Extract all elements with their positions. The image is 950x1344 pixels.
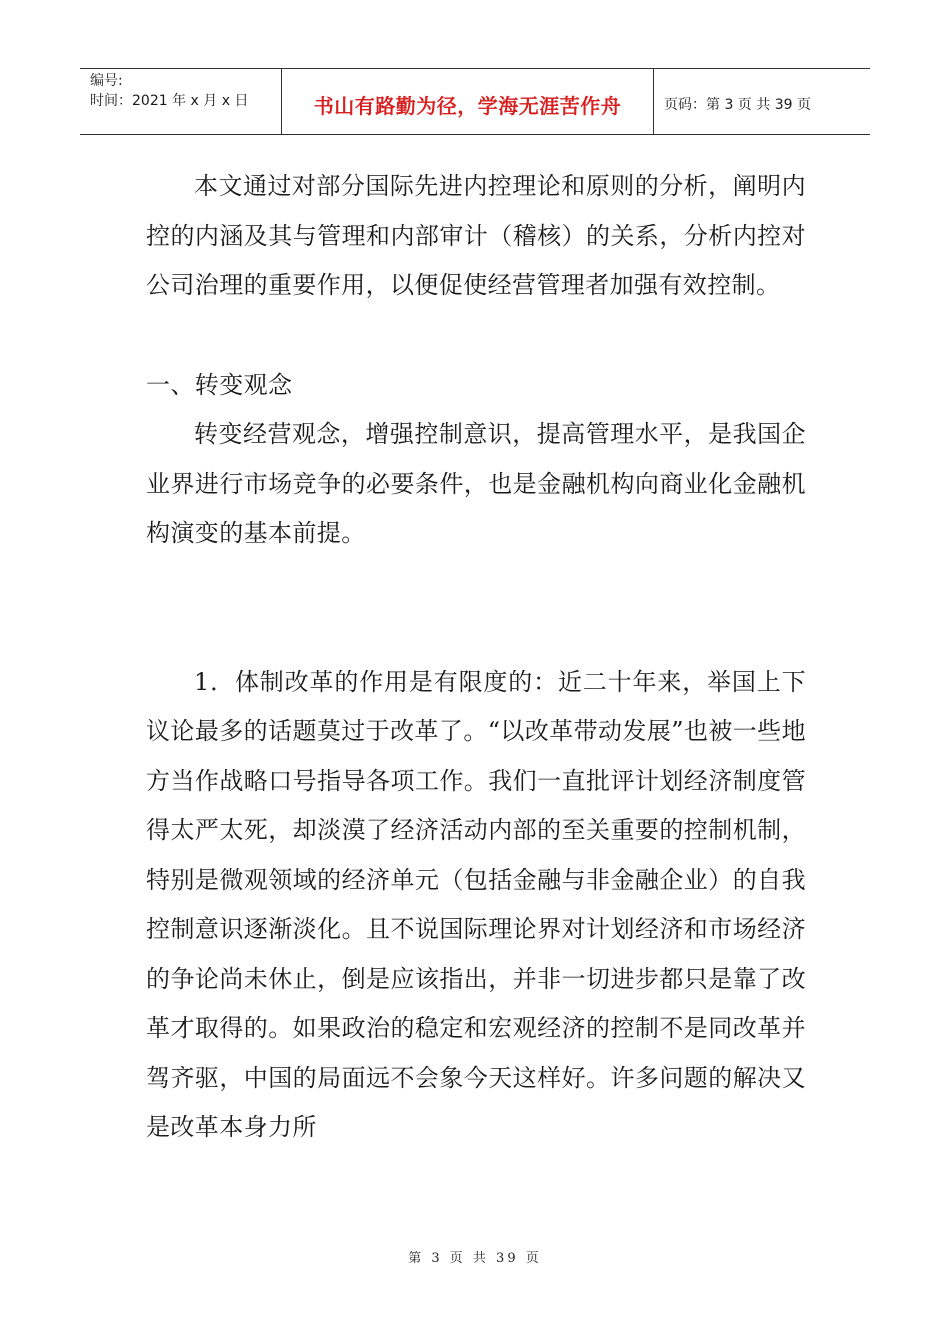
- spacer: [146, 311, 806, 361]
- header-motto: 书山有路勤为径，学海无涯苦作舟: [282, 69, 654, 134]
- page-footer: 第 3 页 共 39 页: [408, 1251, 542, 1266]
- intro-paragraph: 本文通过对部分国际先进内控理论和原则的分析，阐明内控的内涵及其与管理和内部审计（稽核）的关系，分析内控对公司治理的重要作用，以便促使经营管理者加强有效控制。: [146, 172, 806, 299]
- document-header: [80, 68, 870, 135]
- document-number-label: 编号:: [90, 73, 123, 89]
- point-1-paragraph: 1．体制改革的作用是有限度的：近二十年来，举国上下议论最多的话题莫过于改革了。“以改革带动发展”也被一些地方当作战略口号指导各项工作。我们一直批评计划经济制度管得太严太死，却淡漠了经济活动内部的至关重要的控制机制，特别是微观领域的经济单元（包括金融与非金融企业）的自我控制意识逐渐淡化。且不说国际理论界对计划经济和市场经济的争论尚未休止，倒是应该指出，并非一切进步都只是靠了改革才取得的。如果政治的稳定和宏观经济的控制不是同改革并驾齐驱，中国的局面远不会象今天这样好。许多问题的解决又是改革本身力所: [146, 667, 806, 1141]
- spacer: [146, 559, 806, 658]
- section-paragraph: 转变经营观念，增强控制意识，提高管理水平，是我国企业界进行市场竞争的必要条件，也是金融机构向商业化金融机构演变的基本前提。: [146, 420, 806, 547]
- section-title: 一、转变观念: [146, 370, 293, 399]
- document-body: [146, 162, 806, 1153]
- header-page-info: 页码：第 3 页 共 39 页: [664, 96, 811, 113]
- header-meta: [80, 69, 282, 134]
- document-time-label: 时间：2021 年 x 月 x 日: [90, 93, 249, 109]
